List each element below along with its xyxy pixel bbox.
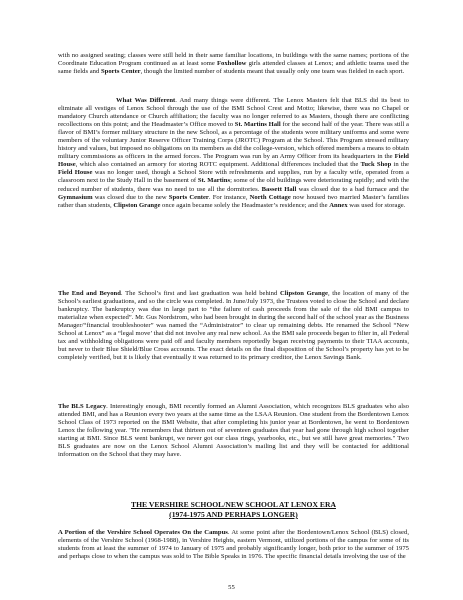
paragraph-what-was-different <box>58 97 409 210</box>
bold-term: St. Martins Hall <box>234 121 281 129</box>
text-run: girls attended classes at Lenox; and athletic teams used the same fields and <box>58 60 409 76</box>
paragraph-vershire-portion <box>58 529 409 561</box>
text-run: . Interestingly enough, BMI recently formed an Alumni Association, which recognizes BLS graduates who also attended BMI, and has a Reunion every two years at the same time as the LSAA Reunion. One student from the Bordentown Lenox School Class of 1973 reported on the BMI Website, that after completing his junior year at Bordentown, he went to Bordentown Lenox the following year. "He remembers that thirteen out of seventeen graduates that year had gone through high school together starting at BMI. Since BLS went bankrupt, we never got our class rings, yearbooks, etc., but we still have great memories." Two BLS graduates are now on the Lenox School Alumni Association’s mailing list and they will be contacted for additional information on the School that they may have. <box>58 403 409 459</box>
bold-term: Bassett Hall <box>261 185 297 193</box>
bold-term: Gymnasium <box>58 193 93 201</box>
page-number: 55 <box>228 584 235 591</box>
text-run: . For instance, <box>208 193 250 201</box>
text-run: , though the limited number of students meant that usually only one team was fielded in each sport. <box>140 68 405 76</box>
bold-term: Foxhollow <box>216 60 247 68</box>
bold-term: Clipston Grange <box>113 201 161 209</box>
bold-term: The BLS Legacy <box>58 403 107 410</box>
text-run: ; some of the old buildings were deteriorating rapidly; and with the reduced number of students, there was no need to use all the dormitories. <box>58 177 409 193</box>
section-heading-line-2: (1974-1975 AND PERHAPS LONGER) <box>169 510 298 519</box>
text-run: was closed due to the new <box>92 193 169 201</box>
text-run: , the location of many of the School’s earliest graduations, and so the circle was completed. In June/July 1973, the Trustees voted to close the School and declare bankruptcy. The bankruptcy was due in large part to “the failure of cash proceeds from the sale of the old BMI campus to materialize when expected”. Mr. Gus Nordstrom, who had been brought in during the second half of the school year as the Business Manager/“financial troubleshooter” was named the “Administrator” to clear up remaining debts. He renamed the School “New School at Lenox” as a “legal move’ that did not involve any real new school. As the BMI sale proceeds began to filter in, all Federal tax and withholding obligations were paid off and faculty members reportedly began receiving payments to their TIAA accounts, but never to their Blue Shield/Blue Cross accounts. The exact details on the final disposition of the School’s property has yet to be completely verified, but it is likely that eventually it was returned to its primary creditor, the Lenox Savings Bank. <box>58 290 409 362</box>
bold-term: North Cottage <box>249 193 291 201</box>
bold-term: The End and Beyond <box>58 290 121 297</box>
bold-term: Clipston Grange <box>279 290 328 297</box>
text-run: in the <box>391 161 409 169</box>
bold-term: Field House <box>58 169 93 177</box>
text-run: for the second half of the year. There was still a flavor of BMI’s former military structure in the new School, as a percentage of the students wore military uniforms and some were members of the voluntary Junior Reserve Officer Training Corps (JROTC) Program at the School. This Program stressed military history and values, but imposed no obligations on its members as did the college-version, which offered members a means to obtain military commissions as officers in the armed forces. The Program was run by an Army Officer from its headquarters in the <box>58 121 409 161</box>
bold-term: What Was Different <box>116 97 176 104</box>
bold-term: St. Martins <box>197 177 231 185</box>
paragraph-end-and-beyond <box>58 290 409 362</box>
bold-term: Tuck Shop <box>360 161 392 169</box>
bold-term: A Portion of the Vershire School Operates On the Campus <box>58 529 228 536</box>
section-heading-line-1: THE VERSHIRE SCHOOL/NEW SCHOOL AT LENOX ERA <box>131 500 336 509</box>
bold-term: Field House <box>58 153 409 169</box>
bold-term: Sports Center <box>168 193 209 201</box>
paragraph-bls-legacy <box>58 403 409 459</box>
text-run: was closed due to a bad furnace and the <box>296 185 409 193</box>
text-run: now housed two married Master’s families rather than students, <box>58 193 409 209</box>
text-run: . And many things were different. The Lenox Masters felt that BLS did its best to eliminate all vestiges of Lenox School through the use of the BMI School Crest and Motto; likewise, there was no Chapel or mandatory Church attendance or Church affiliation; the faculty was no longer referred to as Masters, though there are conflicting recollections on this point; and the Headmaster’s Office moved to <box>58 97 409 129</box>
bold-term: Sports Center <box>100 68 141 76</box>
text-run: was no longer used, though a School Store with refreshments and supplies, run by a faculty wife, operated from a classroom next to the Study Hall in the basement of <box>58 169 409 185</box>
text-run: was used for storage. <box>347 201 406 209</box>
paragraph-campus-continuity <box>58 52 409 76</box>
bold-term: Annex <box>329 201 348 209</box>
text-run: with no assigned seating; classes were still held in their same familiar locations, in buildings with the same names; portions of the Coordinate Education Program continued as at least some <box>58 52 409 68</box>
text-run: , which also contained an armory for storing ROTC equipment. Additional differences included that the <box>75 161 361 169</box>
text-run: . At some point after the Bordentown/Lenox School (BLS) closed, elements of the Vershire School (1968-1988), in Vershire Heights, eastern Vermont, utilized portions of the campus for some of its students from at least the summer of 1974 to January of 1975 and probably significantly longer, both prior to the summer of 1975 and perhaps close to when the campus was sold to The Bible Speaks in 1976. The specific financial details involving the use of the <box>58 529 409 561</box>
text-run: . The School’s first and last graduation was held behind <box>120 290 280 297</box>
text-run: once again became solely the Headmaster’s residence; and the <box>160 201 330 209</box>
